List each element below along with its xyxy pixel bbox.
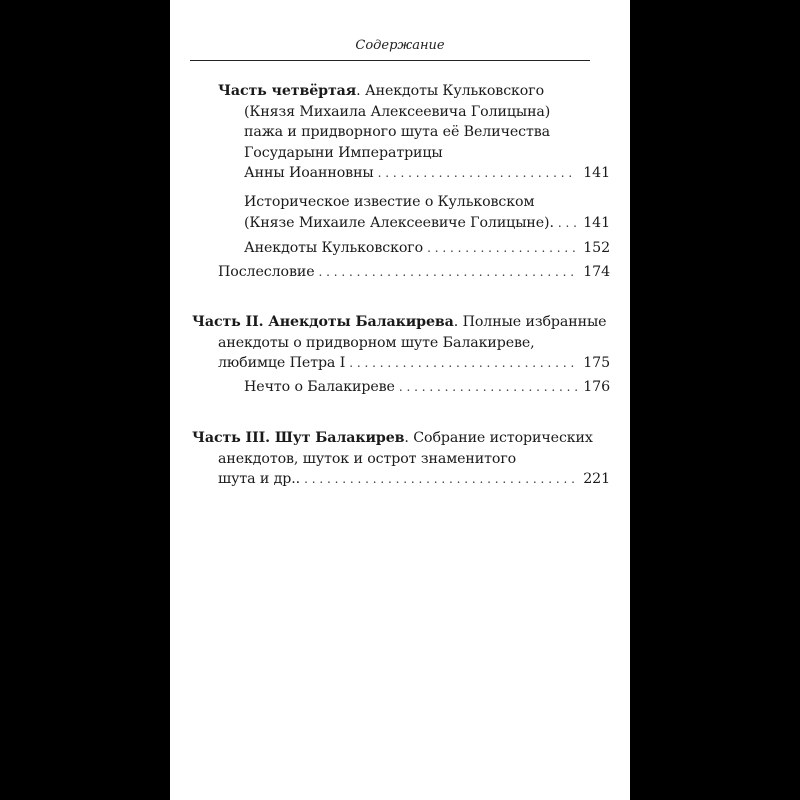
part4-line2: (Князя Михаила Алексеевича Голицына) [244,103,551,120]
part3-line3-text: шута и др.. [218,471,301,487]
part4-sub1-line2-text: (Князе Михаиле Алексеевиче Голицыне). [244,214,554,231]
part2-sub1-label: Нечто о Балакиреве [244,379,395,395]
part3-page-number: 221 [583,471,610,487]
left-border [0,0,170,800]
afterword-page-number: 174 [583,264,610,280]
part3-title-bold: Часть III. Шут Балакирев [192,430,405,446]
leader-dots [304,469,577,490]
toc-entry-afterword [218,262,610,283]
part4-line3: пажа и придворного шута её Величества [244,124,550,140]
part4-sub2-line [244,238,610,259]
part4-title-bold: Часть четвёртая [218,83,357,99]
afterword-line [218,262,610,283]
part4-title-rest: . Анекдоты Кульковского [356,83,545,99]
table-of-contents [170,0,630,800]
afterword-label: Послесловие [218,264,315,280]
part3-title-rest: . Собрание исторических [404,430,593,446]
part4-line5 [218,163,610,184]
part3-line2: анекдотов, шуток и острот знаменитого [218,450,517,467]
part2-title-line [192,312,610,333]
part2-sub1-line [244,377,610,398]
toc-entry-part3 [192,428,610,490]
toc-entry-part4-sub1 [244,192,610,233]
part4-sub1-line1: Историческое известие о Кульковском [244,194,535,210]
part4-line4: Государыни Императрицы [244,144,443,161]
part4-sub2-page-number: 152 [583,240,610,256]
part4-sub2-label: Анекдоты Кульковского [244,240,424,256]
leader-dots [427,238,577,259]
part4-line5-text: Анны Иоанновны [244,165,374,181]
part3-line3 [192,469,610,490]
part2-line3 [192,353,610,374]
part2-page-number: 175 [583,355,610,371]
toc-entry-part2 [192,312,610,374]
right-border [630,0,800,800]
toc-entry-part2-sub1 [244,377,610,398]
part2-line3-text: любимце Петра I [218,355,346,371]
toc-entry-part4-sub2 [244,238,610,259]
part2-title-bold: Часть II. Анекдоты Балакирева [192,314,454,330]
part4-title-line [218,81,610,102]
leader-dots [378,163,578,184]
part3-title-line [192,428,610,449]
part4-page-number: 141 [583,165,610,181]
part2-line2: анекдоты о придворном шуте Балакиреве, [218,334,535,351]
book-page [170,0,630,800]
part2-title-rest: . Полные избранные [453,314,607,330]
leader-dots [349,353,577,374]
leader-dots [558,213,577,234]
running-title: Содержание [355,38,445,53]
toc-entry-part4 [218,81,610,184]
leader-dots [319,262,578,283]
part4-sub1-line2 [244,213,610,234]
part4-sub1-page-number: 141 [583,214,610,231]
part2-sub1-page-number: 176 [583,379,610,395]
leader-dots [399,377,577,398]
